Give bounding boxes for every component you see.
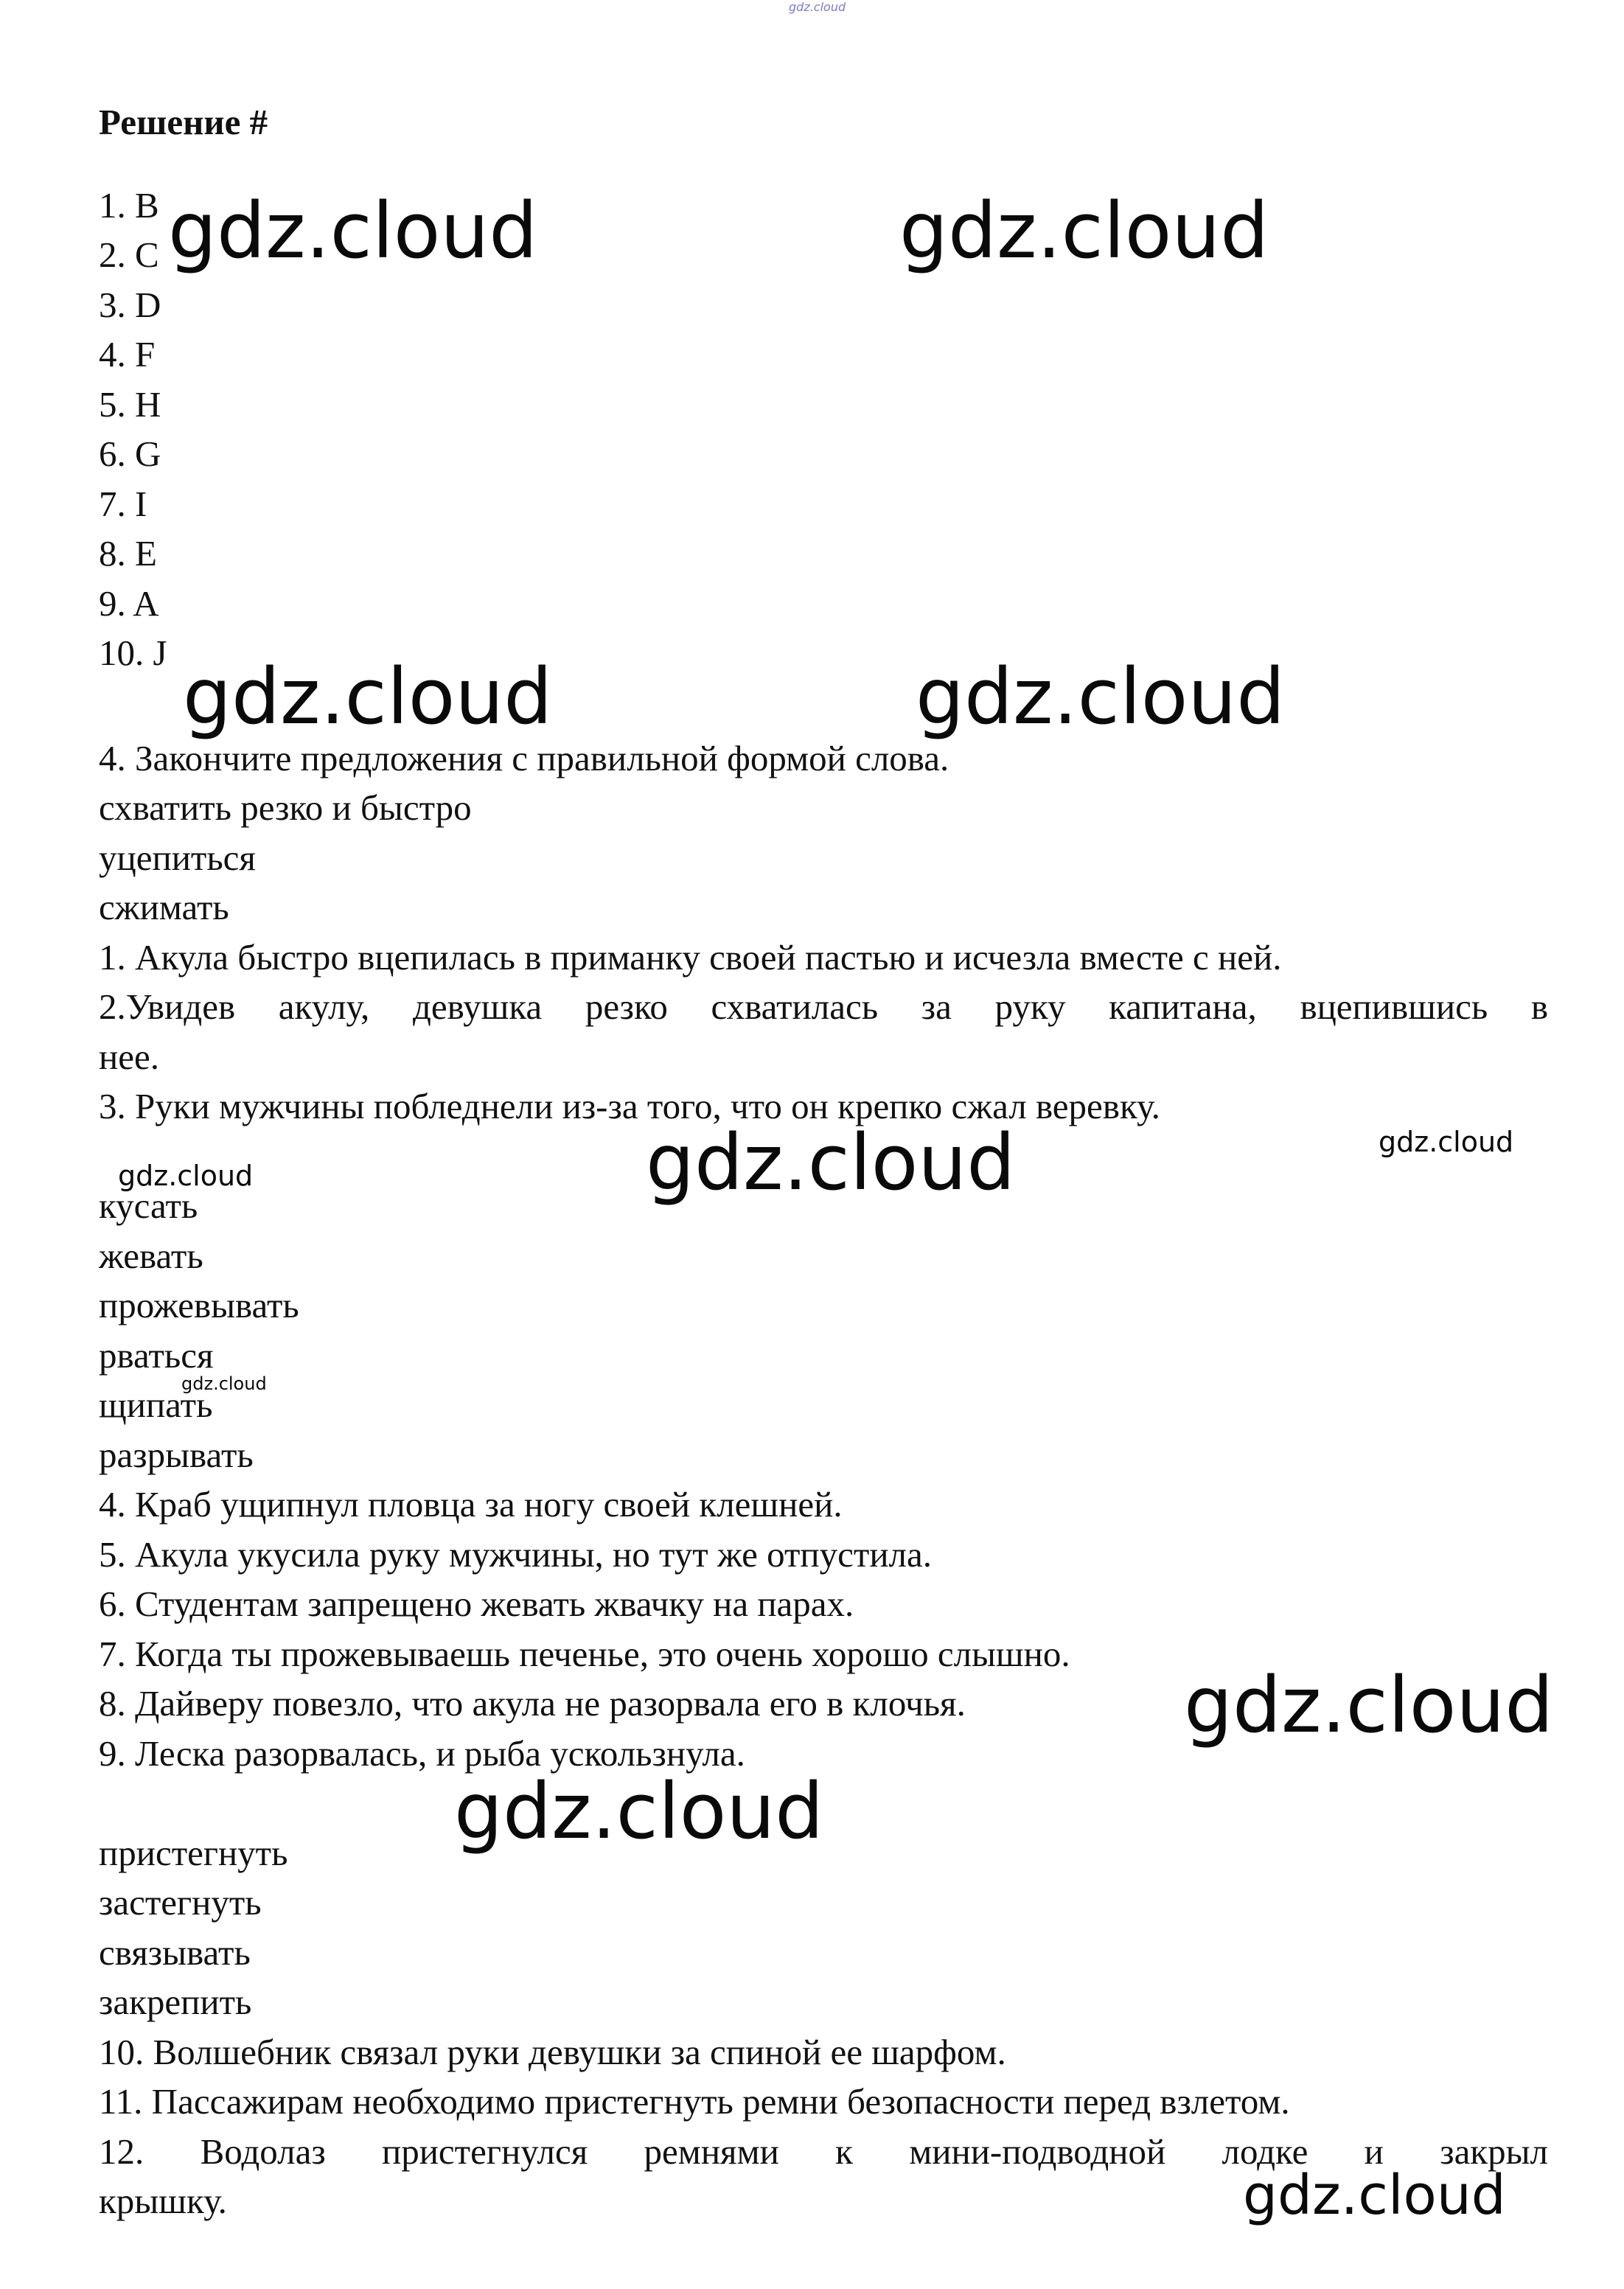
watermark: gdz.cloud bbox=[1184, 1660, 1554, 1750]
answer-line: 1. B bbox=[99, 185, 159, 226]
watermark: gdz.cloud bbox=[899, 186, 1269, 276]
watermark: gdz.cloud bbox=[1379, 1126, 1514, 1158]
watermark: gdz.cloud bbox=[916, 652, 1286, 742]
vocab-word: щипать bbox=[99, 1384, 213, 1425]
answer-line: 8. E bbox=[99, 533, 157, 574]
vocab-word: рваться bbox=[99, 1335, 214, 1376]
sentence: 10. Волшебник связал руки девушки за спиной ее шарфом. bbox=[99, 2032, 1006, 2072]
sentence: 11. Пассажирам необходимо пристегнуть ремни безопасности перед взлетом. bbox=[99, 2081, 1290, 2122]
answer-line: 2. C bbox=[99, 234, 159, 275]
vocab-word: разрывать bbox=[99, 1435, 254, 1475]
watermark: gdz.cloud bbox=[1243, 2164, 1506, 2227]
answer-line: 4. F bbox=[99, 334, 156, 374]
task-title: 4. Закончите предложения с правильной формой слова. bbox=[99, 738, 949, 778]
watermark: gdz.cloud bbox=[118, 1160, 254, 1192]
sentence: 8. Дайверу повезло, что акула не разорвала его в клочья. bbox=[99, 1683, 966, 1724]
answer-line: 10. J bbox=[99, 633, 167, 673]
watermark: gdz.cloud bbox=[183, 652, 553, 742]
watermark: gdz.cloud bbox=[454, 1766, 824, 1856]
sentence: крышку. bbox=[99, 2181, 227, 2221]
answer-line: 5. H bbox=[99, 384, 161, 425]
sentence: 3. Руки мужчины побледнели из-за того, что он крепко сжал веревку. bbox=[99, 1086, 1160, 1126]
watermark: gdz.cloud bbox=[168, 186, 538, 276]
answer-line: 6. G bbox=[99, 433, 161, 474]
page-title: Решение # bbox=[99, 102, 268, 142]
vocab-word: кусать bbox=[99, 1185, 198, 1226]
vocab-word: жевать bbox=[99, 1236, 203, 1276]
vocab-word: прожевывать bbox=[99, 1285, 299, 1325]
vocab-word: закрепить bbox=[99, 1982, 252, 2022]
answer-line: 3. D bbox=[99, 285, 161, 325]
sentence: 12. Водолаз пристегнулся ремнями к мини-подводной лодке и закрыл bbox=[99, 2131, 1548, 2172]
answer-line: 9. A bbox=[99, 583, 159, 624]
sentence: 7. Когда ты прожевываешь печенье, это очень хорошо слышно. bbox=[99, 1634, 1070, 1674]
watermark: gdz.cloud bbox=[181, 1373, 267, 1394]
watermark: gdz.cloud bbox=[646, 1118, 1016, 1208]
watermark-top: gdz.cloud bbox=[789, 0, 846, 14]
sentence: 5. Акула укусила руку мужчины, но тут же отпустила. bbox=[99, 1534, 932, 1575]
sentence: 4. Краб ущипнул пловца за ногу своей клешней. bbox=[99, 1484, 843, 1525]
sentence: 1. Акула быстро вцепилась в приманку своей пастью и исчезла вместе с ней. bbox=[99, 937, 1282, 978]
answer-line: 7. I bbox=[99, 484, 147, 524]
sentence: 6. Студентам запрещено жевать жвачку на парах. bbox=[99, 1584, 854, 1624]
vocab-word: уцепиться bbox=[99, 837, 256, 878]
vocab-word: пристегнуть bbox=[99, 1833, 288, 1873]
vocab-word: связывать bbox=[99, 1932, 251, 1973]
sentence: 2.Увидев акулу, девушка резко схватилась за руку капитана, вцепившись в bbox=[99, 986, 1548, 1027]
sentence: 9. Леска разорвалась, и рыба ускользнула. bbox=[99, 1733, 745, 1774]
sentence: нее. bbox=[99, 1037, 159, 1077]
vocab-word: сжимать bbox=[99, 887, 229, 927]
vocab-word: схватить резко и быстро bbox=[99, 787, 472, 828]
vocab-word: застегнуть bbox=[99, 1882, 262, 1923]
